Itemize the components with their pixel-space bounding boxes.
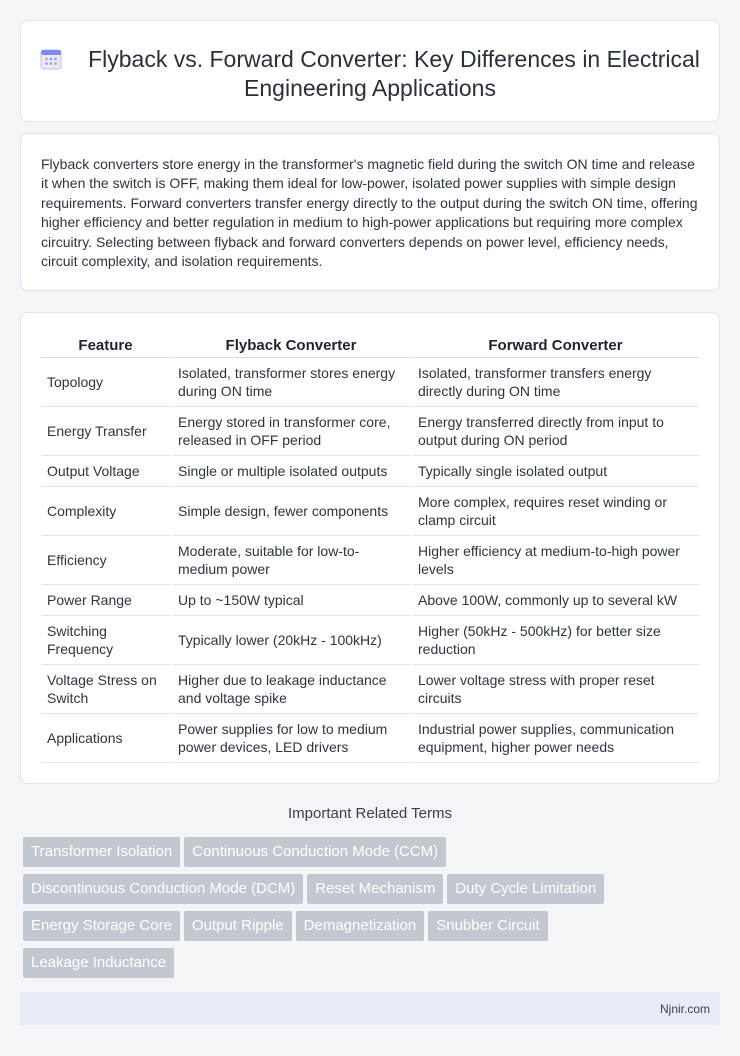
table-cell: Switching Frequency [41, 616, 171, 665]
table-cell: Energy stored in transformer core, released in OFF period [171, 407, 411, 456]
table-cell: Voltage Stress on Switch [41, 665, 171, 714]
table-header-row [41, 333, 699, 358]
table-cell: Complexity [41, 487, 171, 536]
related-term-tag[interactable]: Transformer Isolation [23, 837, 180, 867]
table-cell: Single or multiple isolated outputs [171, 456, 411, 487]
comparison-table [41, 333, 699, 763]
related-term-tag[interactable]: Duty Cycle Limitation [447, 874, 604, 904]
related-term-tag[interactable]: Energy Storage Core [23, 911, 180, 941]
table-cell: Efficiency [41, 536, 171, 585]
summary-card [20, 133, 720, 291]
table-cell: Moderate, suitable for low-to-medium power [171, 536, 411, 585]
table-cell: Higher due to leakage inductance and voltage spike [171, 665, 411, 714]
table-cell: More complex, requires reset winding or clamp circuit [411, 487, 699, 536]
footer-source[interactable]: Njnir.com [659, 1002, 710, 1016]
related-terms-heading: Important Related Terms [288, 805, 452, 822]
table-cell: Power supplies for low to medium power devices, LED drivers [171, 714, 411, 763]
table-row [41, 407, 699, 456]
table-cell: Energy transferred directly from input to output during ON period [411, 407, 699, 456]
table-cell: Isolated, transformer stores energy during ON time [171, 358, 411, 407]
related-term-tag[interactable]: Output Ripple [184, 911, 292, 941]
related-term-tag[interactable]: Discontinuous Conduction Mode (DCM) [23, 874, 303, 904]
table-row [41, 536, 699, 585]
table-cell: Industrial power supplies, communication equipment, higher power needs [411, 714, 699, 763]
comparison-table-card [20, 312, 720, 784]
related-term-tag[interactable]: Reset Mechanism [307, 874, 443, 904]
table-cell: Isolated, transformer transfers energy directly during ON time [411, 358, 699, 407]
table-cell: Above 100W, commonly up to several kW [411, 585, 699, 616]
table-cell: Output Voltage [41, 456, 171, 487]
table-cell: Applications [41, 714, 171, 763]
table-cell: Simple design, fewer components [171, 487, 411, 536]
related-term-tag[interactable]: Leakage Inductance [23, 948, 174, 978]
column-header: Forward Converter [411, 333, 699, 358]
table-row [41, 358, 699, 407]
summary-paragraph: Flyback converters store energy in the transformer's magnetic field during the switch ON time and release it when the switch is OFF, making them ideal for low-power, isolated power supplies with simple design requirements. Forward converters transfer energy directly to the output during the switch ON time, offering higher efficiency and better regulation in medium to high-power applications but requiring more complex circuitry. Selecting between flyback and forward converters depends on power level, efficiency needs, circuit complexity, and isolation requirements. [41, 156, 698, 270]
page-title-text: Flyback vs. Forward Converter: Key Differences in Electrical Engineering Applications [88, 46, 700, 101]
table-cell: Higher efficiency at medium-to-high power levels [411, 536, 699, 585]
calendar-grid-icon [40, 48, 62, 70]
related-term-tag[interactable]: Continuous Conduction Mode (CCM) [184, 837, 446, 867]
column-header: Flyback Converter [171, 333, 411, 358]
table-cell: Typically lower (20kHz - 100kHz) [171, 616, 411, 665]
table-cell: Lower voltage stress with proper reset circuits [411, 665, 699, 714]
table-cell: Higher (50kHz - 500kHz) for better size reduction [411, 616, 699, 665]
column-header: Feature [41, 333, 171, 358]
table-row [41, 456, 699, 487]
table-cell: Topology [41, 358, 171, 407]
page-title [21, 45, 719, 103]
title-card [20, 20, 720, 122]
footer-bar [20, 992, 720, 1025]
table-row [41, 714, 699, 763]
table-row [41, 616, 699, 665]
table-cell: Typically single isolated output [411, 456, 699, 487]
table-cell: Power Range [41, 585, 171, 616]
table-cell: Energy Transfer [41, 407, 171, 456]
related-term-tag[interactable]: Snubber Circuit [428, 911, 547, 941]
table-row [41, 585, 699, 616]
table-row [41, 487, 699, 536]
table-row [41, 665, 699, 714]
table-cell: Up to ~150W typical [171, 585, 411, 616]
related-term-tag[interactable]: Demagnetization [296, 911, 425, 941]
related-terms-list [23, 837, 703, 985]
